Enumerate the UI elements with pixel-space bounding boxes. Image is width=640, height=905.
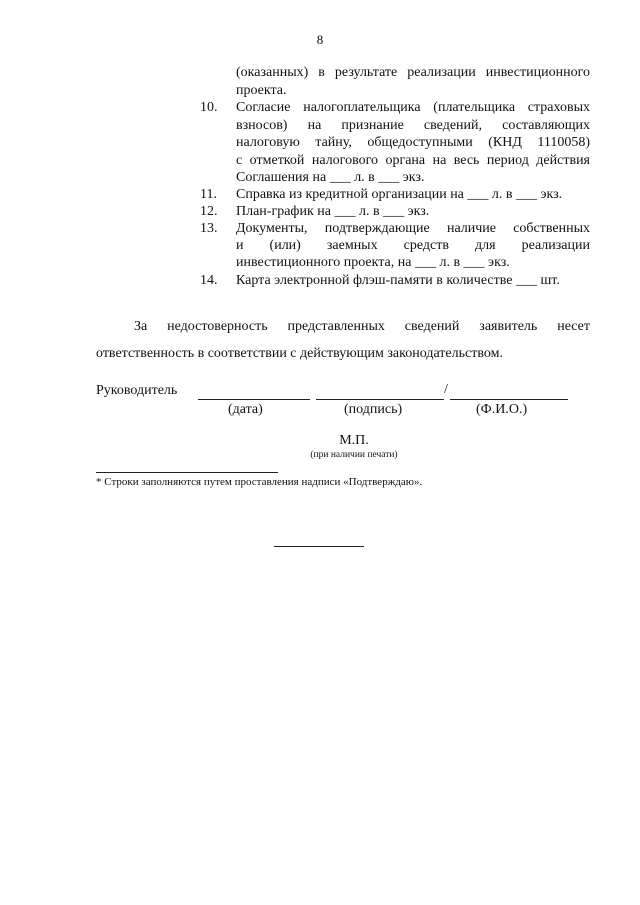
list-item-line: Соглашения на ___ л. в ___ экз.: [236, 170, 425, 185]
list-item-number: 12.: [200, 204, 218, 219]
list-item-line: с отметкой налогового органа на весь период действия: [236, 153, 590, 168]
stamp-label: М.П.: [339, 433, 369, 448]
responsibility-text-line: За недостоверность представленных сведений заявитель несет: [134, 319, 590, 334]
list-item-line: инвестиционного проекта, на ___ л. в ___ экз.: [236, 255, 510, 270]
end-of-document-line: [274, 546, 364, 547]
page-number: 8: [316, 32, 324, 47]
list-item-line: налоговую тайну, общедоступными (КНД 1110058): [236, 135, 590, 150]
head-label: Руководитель: [96, 383, 178, 398]
list-item-number: 10.: [200, 100, 218, 115]
signature-label: (подпись): [344, 402, 403, 417]
name-line: [450, 399, 568, 400]
list-item-line: Согласие налогоплательщика (плательщика страховых: [236, 100, 590, 115]
list-item-number: 11.: [200, 187, 217, 202]
list-item-number: 14.: [200, 273, 218, 288]
date-line: [198, 399, 310, 400]
list-item-line: взносов) на признание сведений, составляющих: [236, 118, 590, 133]
list-item-continuation-line: проекта.: [236, 83, 287, 98]
list-item-line: Документы, подтверждающие наличие собственных: [236, 221, 590, 236]
stamp-note: (при наличии печати): [310, 450, 398, 460]
footnote-divider: [96, 472, 278, 473]
list-item-line: и (или) заемных средств для реализации: [236, 238, 590, 253]
list-item-line: Карта электронной флэш-памяти в количестве ___ шт.: [236, 273, 560, 288]
list-item-number: 13.: [200, 221, 218, 236]
list-item-line: План-график на ___ л. в ___ экз.: [236, 204, 430, 219]
signature-line: [316, 399, 444, 400]
date-label: (дата): [228, 402, 263, 417]
separator-slash: /: [444, 382, 448, 397]
list-item-continuation-line: (оказанных) в результате реализации инвестиционного: [236, 65, 590, 80]
list-item-line: Справка из кредитной организации на ___ л. в ___ экз.: [236, 187, 563, 202]
responsibility-text-line: ответственность в соответствии с действующим законодательством.: [96, 346, 503, 361]
footnote-text: * Строки заполняются путем проставления надписи «Подтверждаю».: [96, 476, 423, 488]
name-label: (Ф.И.О.): [476, 402, 528, 417]
